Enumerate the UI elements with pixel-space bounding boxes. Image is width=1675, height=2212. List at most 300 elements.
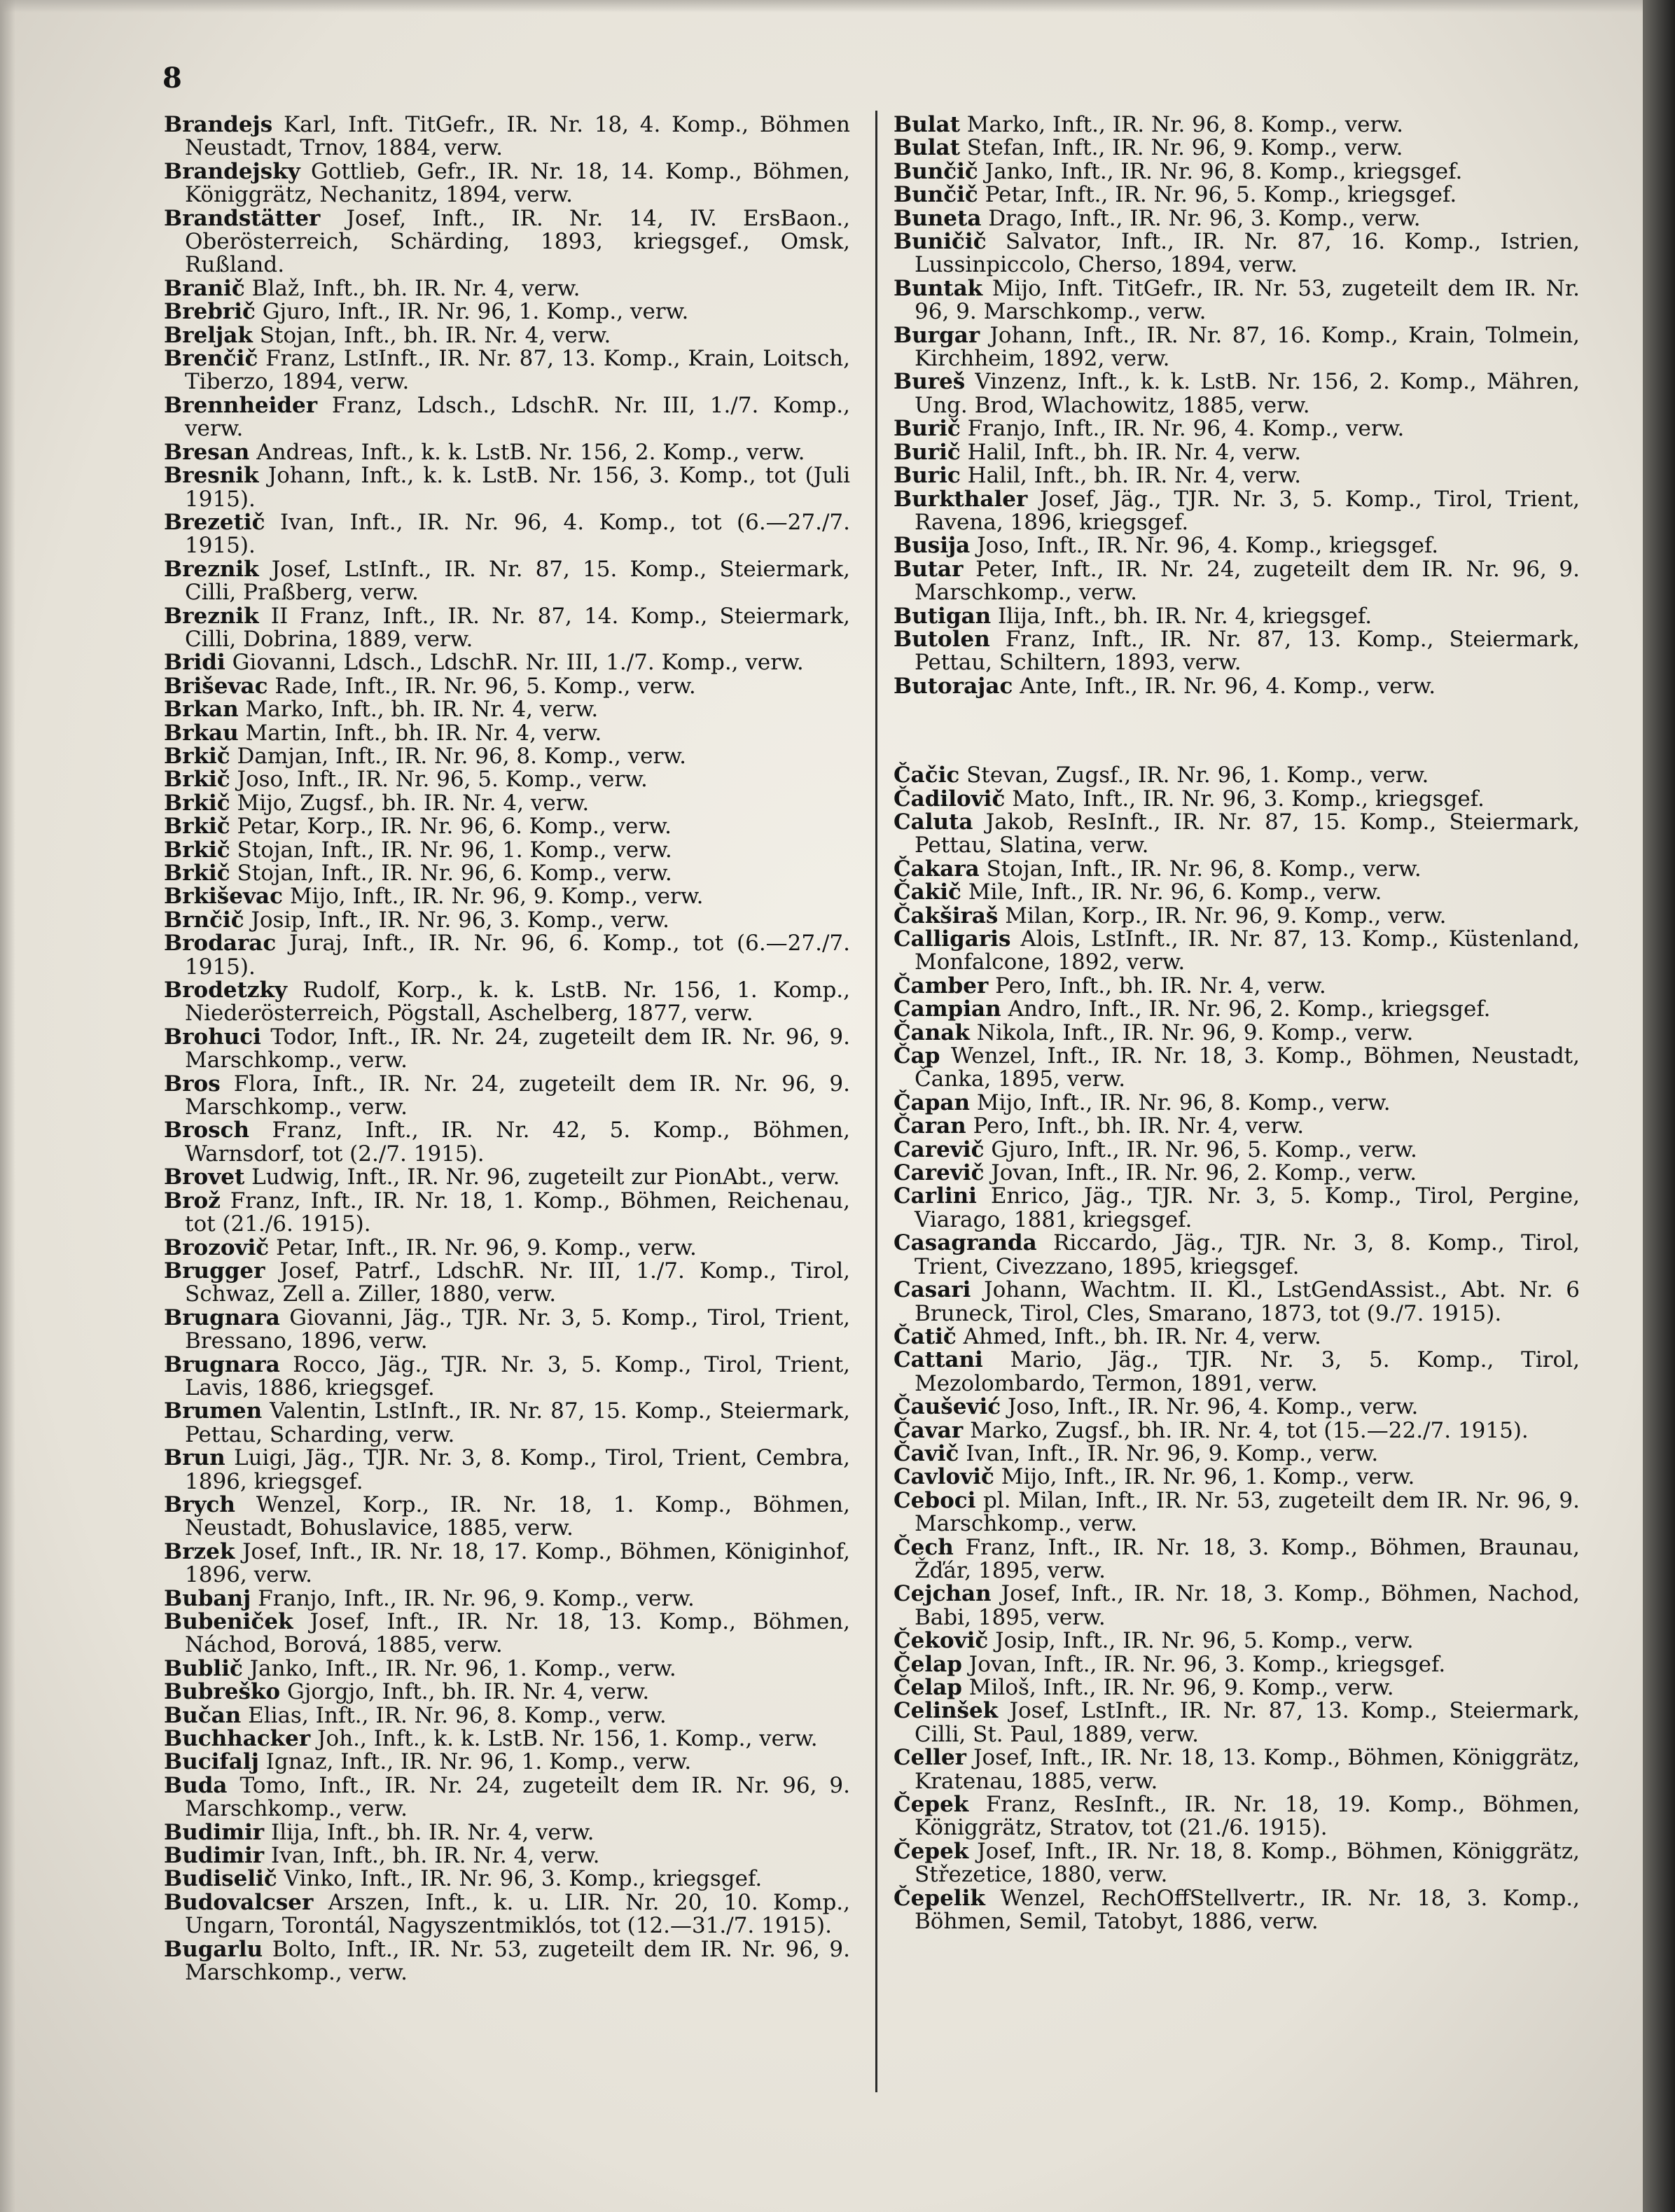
roll-entry	[164, 885, 850, 908]
roll-entry	[894, 998, 1580, 1021]
entry-surname: Brozovič	[164, 1234, 270, 1260]
roll-entry	[894, 881, 1580, 904]
entry-details: Damjan, Inft., IR. Nr. 96, 8. Komp., verw.	[237, 743, 687, 769]
entry-details: Jovan, Inft., IR. Nr. 96, 2. Komp., verw.	[991, 1160, 1417, 1186]
entry-surname: Budovalcser	[164, 1889, 314, 1915]
entry-details: Josef, Jäg., TJR. Nr. 3, 5. Komp., Tirol, Trient, Ravena, 1896, kriegsgef.	[915, 486, 1580, 535]
entry-details: Josef, Inft., IR. Nr. 18, 13. Komp., Böhmen, Königgrätz, Kratenau, 1885, verw.	[915, 1745, 1580, 1794]
entry-surname: Carlini	[894, 1183, 977, 1209]
roll-entry	[894, 113, 1580, 137]
roll-entry	[164, 1119, 850, 1166]
roll-entry	[894, 1323, 1580, 1349]
entry-surname: Bučan	[164, 1702, 242, 1728]
entry-surname: Briševac	[164, 673, 268, 699]
entry-surname: Brebrič	[164, 299, 256, 325]
roll-entry	[164, 862, 850, 885]
entry-surname: Casari	[894, 1277, 971, 1303]
entry-details: Josef, Inft., IR. Nr. 14, IV. ErsBaon., Oberösterreich, Schärding, 1893, kriegsgef., Omsk, Rußland.	[185, 205, 851, 278]
entry-details: Petar, Korp., IR. Nr. 96, 6. Komp., verw.	[237, 814, 672, 840]
entry-surname: Brenčič	[164, 346, 258, 372]
roll-entry	[164, 932, 850, 979]
entry-details: Gjuro, Inft., IR. Nr. 96, 1. Komp., verw.	[262, 299, 689, 325]
entry-details: Franz, Inft., IR. Nr. 87, 13. Komp., Steiermark, Pettau, Schiltern, 1893, verw.	[915, 626, 1580, 676]
entry-details: Ivan, Inft., bh. IR. Nr. 4, verw.	[270, 1843, 600, 1869]
entry-details: Gjorgjo, Inft., bh. IR. Nr. 4, verw.	[286, 1679, 650, 1705]
entry-details: Enrico, Jäg., TJR. Nr. 3, 5. Komp., Tirol, Pergine, Viarago, 1881, kriegsgef.	[915, 1183, 1580, 1232]
entry-details: Alois, LstInft., IR. Nr. 87, 13. Komp., Küstenland, Monfalcone, 1892, verw.	[915, 926, 1580, 975]
entry-surname: Bridi	[164, 650, 225, 676]
roll-entry	[164, 1026, 850, 1073]
entry-surname: Brun	[164, 1445, 225, 1471]
roll-entry	[894, 1793, 1580, 1840]
entry-details: Blaž, Inft., bh. IR. Nr. 4, verw.	[251, 275, 581, 301]
entry-details: Josip, Inft., IR. Nr. 96, 5. Komp., verw.	[995, 1628, 1414, 1654]
roll-entry	[164, 1821, 850, 1844]
roll-entry	[894, 1583, 1580, 1629]
entry-surname: Buneta	[894, 205, 982, 231]
entry-details: Franz, LstInft., IR. Nr. 87, 13. Komp., Krain, Loitsch, Tiberzo, 1894, verw.	[185, 346, 851, 395]
roll-entry	[164, 347, 850, 394]
entry-surname: Carevič	[894, 1160, 985, 1186]
entry-details: Ahmed, Inft., bh. IR. Nr. 4, verw.	[963, 1323, 1321, 1349]
entry-details: Luigi, Jäg., TJR. Nr. 3, 8. Komp., Tirol, Trient, Cembra, 1896, kriegsgef.	[185, 1445, 850, 1494]
roll-entry	[894, 1489, 1580, 1536]
roll-entry	[164, 1260, 850, 1307]
roll-entry	[164, 815, 850, 838]
entry-surname: Bulat	[894, 135, 960, 161]
entry-surname: Bros	[164, 1071, 221, 1097]
entry-surname: Burič	[894, 416, 961, 442]
entry-surname: Celinšek	[894, 1698, 999, 1724]
entry-surname: Brkič	[164, 790, 230, 816]
entry-surname: Bubanj	[164, 1585, 251, 1611]
entry-details: Stojan, Inft., IR. Nr. 96, 6. Komp., verw.	[237, 861, 672, 886]
entry-details: pl. Milan, Inft., IR. Nr. 53, zugeteilt dem IR. Nr. 96, 9. Marschkomp., verw.	[915, 1487, 1580, 1537]
scan-edge-left	[0, 0, 15, 2212]
entry-surname: Burgar	[894, 322, 980, 348]
roll-entry	[894, 1092, 1580, 1115]
entry-details: Marko, Zugsf., bh. IR. Nr. 4, tot (15.—22./7. 1915).	[970, 1417, 1529, 1443]
entry-details: Ivan, Inft., IR. Nr. 96, 9. Komp., verw.	[966, 1440, 1379, 1466]
roll-entry	[894, 1045, 1580, 1092]
section-gap	[894, 698, 1580, 764]
entry-surname: Caluta	[894, 809, 973, 835]
entry-details: Juraj, Inft., IR. Nr. 96, 6. Komp., tot (6.—27./7. 1915).	[185, 931, 851, 980]
entry-details: Johann, Wachtm. II. Kl., LstGendAssist., Abt. Nr. 6 Bruneck, Tirol, Cles, Smarano, 1873, tot (9./7. 1915).	[915, 1277, 1580, 1326]
entry-surname: Butorajac	[894, 673, 1013, 699]
roll-entry	[894, 1396, 1580, 1419]
roll-entry	[894, 183, 1580, 207]
entry-details: Giovanni, Ldsch., LdschR. Nr. III, 1./7. Komp., verw.	[232, 650, 804, 676]
roll-entry	[164, 1938, 850, 1985]
entry-details: Gjuro, Inft., IR. Nr. 96, 5. Komp., verw.	[991, 1136, 1417, 1162]
entry-details: Mijo, Inft., IR. Nr. 96, 1. Komp., verw.	[1001, 1464, 1415, 1490]
entry-details: Franz, ResInft., IR. Nr. 18, 19. Komp., Böhmen, Königgrätz, Stratov, tot (21./6. 1915).	[915, 1792, 1580, 1841]
roll-entry	[164, 441, 850, 464]
entry-details: Petar, Inft., IR. Nr. 96, 9. Komp., verw.	[276, 1234, 697, 1260]
entry-surname: Butigan	[894, 603, 992, 629]
entry-surname: Čakič	[894, 879, 961, 905]
entry-surname: Buric	[894, 463, 961, 489]
entry-details: Franjo, Inft., IR. Nr. 96, 9. Komp., verw.	[258, 1585, 695, 1611]
entry-surname: Brkič	[164, 814, 230, 840]
entry-details: Ante, Inft., IR. Nr. 96, 4. Komp., verw.	[1020, 673, 1436, 699]
roll-entry	[894, 1022, 1580, 1045]
roll-entry	[164, 207, 850, 277]
entry-surname: Brkiševac	[164, 884, 283, 910]
page-number: 8	[162, 62, 183, 95]
roll-entry	[894, 137, 1580, 160]
entry-details: Franz, Inft., IR. Nr. 18, 3. Komp., Böhmen, Braunau, Žďár, 1895, verw.	[915, 1534, 1580, 1583]
entry-surname: Branič	[164, 275, 245, 301]
entry-surname: Breznik	[164, 603, 259, 629]
entry-surname: Brož	[164, 1188, 221, 1213]
entry-details: Drago, Inft., IR. Nr. 96, 3. Komp., verw.	[988, 205, 1421, 231]
entry-details: Joh., Inft., k. k. LstB. Nr. 156, 1. Komp., verw.	[317, 1726, 818, 1752]
entry-details: Janko, Inft., IR. Nr. 96, 8. Komp., kriegsgef.	[985, 158, 1463, 184]
roll-entry	[164, 675, 850, 698]
entry-details: Rocco, Jäg., TJR. Nr. 3, 5. Komp., Tirol, Trient, Lavis, 1886, kriegsgef.	[185, 1351, 851, 1400]
entry-surname: Brodarac	[164, 931, 277, 957]
entry-surname: Čap	[894, 1043, 940, 1069]
entry-details: Todor, Inft., IR. Nr. 24, zugeteilt dem IR. Nr. 96, 9. Marschkomp., verw.	[185, 1024, 851, 1073]
entry-details: Stojan, Inft., IR. Nr. 96, 1. Komp., verw.	[237, 837, 672, 863]
entry-surname: Čakara	[894, 856, 980, 882]
entry-details: Vinko, Inft., IR. Nr. 96, 3. Komp., kriegsgef.	[284, 1866, 763, 1892]
roll-entry	[164, 300, 850, 324]
roll-entry	[894, 1419, 1580, 1442]
roll-entry	[894, 1349, 1580, 1396]
entry-surname: Buntak	[894, 275, 983, 301]
roll-entry	[894, 230, 1580, 277]
roll-entry	[164, 792, 850, 815]
entry-surname: Brkič	[164, 767, 230, 793]
roll-entry	[164, 1751, 850, 1774]
roll-entry	[164, 768, 850, 791]
entry-surname: Brkič	[164, 837, 230, 863]
entry-details: Ludwig, Inft., IR. Nr. 96, zugeteilt zur PionAbt., verw.	[251, 1164, 840, 1190]
entry-surname: Brkau	[164, 720, 239, 746]
roll-entry	[164, 651, 850, 674]
entry-surname: Čakširaš	[894, 903, 999, 928]
entry-surname: Brandejsky	[164, 158, 300, 184]
entry-surname: Budimir	[164, 1843, 265, 1869]
roll-entry	[894, 160, 1580, 183]
entry-surname: Campian	[894, 996, 1001, 1022]
entry-details: Halil, Inft., bh. IR. Nr. 4, verw.	[967, 463, 1302, 489]
entry-details: Rudolf, Korp., k. k. LstB. Nr. 156, 1. Komp., Niederösterreich, Pögstall, Aschelberg, 1877, verw.	[185, 978, 850, 1027]
entry-details: Martin, Inft., bh. IR. Nr. 4, verw.	[245, 720, 602, 746]
entry-surname: Breznik	[164, 556, 259, 582]
entry-surname: Čepek	[894, 1838, 969, 1864]
entry-details: Mario, Jäg., TJR. Nr. 3, 5. Komp., Tirol, Mezolombardo, Termon, 1891, verw.	[915, 1347, 1580, 1396]
roll-entry	[894, 1115, 1580, 1138]
entry-details: Vinzenz, Inft., k. k. LstB. Nr. 156, 2. Komp., Mähren, Ung. Brod, Wlachowitz, 1885, verw.	[915, 369, 1580, 418]
entry-details: Pero, Inft., bh. IR. Nr. 4, verw.	[995, 973, 1326, 999]
roll-entry	[894, 1232, 1580, 1279]
entry-details: Josef, LstInft., IR. Nr. 87, 13. Komp., Steiermark, Cilli, St. Paul, 1889, verw.	[915, 1698, 1580, 1747]
entry-details: Andreas, Inft., k. k. LstB. Nr. 156, 2. Komp., verw.	[256, 439, 805, 465]
roll-entry	[894, 1185, 1580, 1232]
entry-surname: Butolen	[894, 626, 990, 652]
roll-entry	[894, 277, 1580, 324]
roll-entry	[894, 764, 1580, 787]
entry-details: Stojan, Inft., bh. IR. Nr. 4, verw.	[259, 322, 611, 348]
entry-surname: Bresnik	[164, 463, 259, 489]
entry-details: Pero, Inft., bh. IR. Nr. 4, verw.	[973, 1113, 1305, 1139]
roll-entry	[164, 1166, 850, 1189]
roll-entry	[894, 1746, 1580, 1793]
roll-entry	[894, 441, 1580, 464]
roll-entry	[894, 534, 1580, 557]
entry-details: Elias, Inft., IR. Nr. 96, 8. Komp., verw.	[248, 1702, 667, 1728]
entry-surname: Bunčič	[894, 182, 978, 208]
entry-surname: Brkan	[164, 697, 239, 723]
entry-surname: Bulat	[894, 112, 960, 137]
roll-entry	[164, 979, 850, 1026]
roll-entry	[164, 1073, 850, 1120]
roll-entry	[164, 160, 850, 207]
roll-entry	[164, 394, 850, 441]
roll-entry	[164, 277, 850, 300]
entry-surname: Brennheider	[164, 392, 318, 418]
entry-details: Mijo, Inft., IR. Nr. 96, 9. Komp., verw.	[289, 884, 704, 910]
entry-details: Flora, Inft., IR. Nr. 24, zugeteilt dem IR. Nr. 96, 9. Marschkomp., verw.	[185, 1071, 851, 1120]
roll-entry	[164, 1844, 850, 1867]
right-column	[894, 113, 1580, 1933]
roll-entry	[894, 788, 1580, 811]
entry-details: Peter, Inft., IR. Nr. 24, zugeteilt dem IR. Nr. 96, 9. Marschkomp., verw.	[915, 556, 1580, 606]
entry-surname: Čaušević	[894, 1394, 1001, 1420]
entry-details: Joso, Inft., IR. Nr. 96, 4. Komp., verw.	[1008, 1394, 1419, 1420]
entry-details: Franjo, Inft., IR. Nr. 96, 4. Komp., verw.	[967, 416, 1405, 442]
roll-entry	[894, 1442, 1580, 1466]
entry-surname: Čavar	[894, 1417, 964, 1443]
roll-entry	[894, 928, 1580, 975]
entry-details: Ivan, Inft., IR. Nr. 96, 4. Komp., tot (6.—27./7. 1915).	[185, 509, 850, 559]
entry-details: Riccardo, Jäg., TJR. Nr. 3, 8. Komp., Tirol, Trient, Civezzano, 1895, kriegsgef.	[915, 1230, 1580, 1279]
entry-surname: Brovet	[164, 1164, 245, 1190]
roll-entry	[164, 511, 850, 558]
entry-surname: Bresan	[164, 439, 250, 465]
entry-surname: Burkthaler	[894, 486, 1028, 512]
left-column	[164, 113, 850, 1985]
roll-entry	[164, 1891, 850, 1938]
entry-details: II Franz, Inft., IR. Nr. 87, 14. Komp., Steiermark, Cilli, Dobrina, 1889, verw.	[185, 603, 850, 652]
entry-details: Ilija, Inft., bh. IR. Nr. 4, kriegsgef.	[998, 603, 1372, 629]
entry-details: Miloš, Inft., IR. Nr. 96, 9. Komp., verw.	[968, 1675, 1394, 1700]
entry-surname: Čanak	[894, 1020, 970, 1045]
roll-entry	[894, 1136, 1580, 1162]
roll-entry	[164, 1400, 850, 1447]
roll-entry	[894, 811, 1580, 858]
entry-details: Johann, Inft., IR. Nr. 87, 16. Komp., Krain, Tolmein, Kirchheim, 1892, verw.	[915, 322, 1580, 372]
entry-surname: Budimir	[164, 1819, 265, 1845]
roll-entry	[894, 417, 1580, 440]
entry-details: Gottlieb, Gefr., IR. Nr. 18, 14. Komp., Böhmen, Königgrätz, Nechanitz, 1894, verw.	[185, 158, 850, 208]
entry-surname: Cattani	[894, 1347, 983, 1373]
entry-surname: Čapan	[894, 1090, 971, 1115]
roll-entry	[164, 722, 850, 745]
entry-surname: Brnčič	[164, 907, 244, 933]
roll-entry	[894, 464, 1580, 487]
entry-surname: Brzek	[164, 1538, 235, 1564]
entry-surname: Busija	[894, 533, 971, 559]
roll-entry	[894, 975, 1580, 998]
entry-surname: Brandejs	[164, 112, 273, 137]
roll-entry	[164, 464, 850, 511]
entry-surname: Carevič	[894, 1136, 985, 1162]
entry-surname: Buchhacker	[164, 1726, 311, 1752]
entry-surname: Bureš	[894, 369, 966, 395]
right-column-section-bu	[894, 113, 1580, 698]
entry-surname: Brumen	[164, 1398, 263, 1424]
entry-details: Stefan, Inft., IR. Nr. 96, 9. Komp., verw.	[966, 135, 1403, 161]
entry-details: Franz, Ldsch., LdschR. Nr. III, 1./7. Komp., verw.	[185, 392, 851, 442]
entry-details: Stevan, Zugsf., IR. Nr. 96, 1. Komp., verw.	[966, 763, 1429, 788]
entry-details: Giovanni, Jäg., TJR. Nr. 3, 5. Komp., Tirol, Trient, Bressano, 1896, verw.	[185, 1305, 850, 1354]
roll-entry	[164, 745, 850, 768]
entry-details: Nikola, Inft., IR. Nr. 96, 9. Komp., verw.	[976, 1020, 1414, 1045]
roll-entry	[164, 324, 850, 347]
roll-entry	[164, 1587, 850, 1611]
entry-details: Joso, Inft., IR. Nr. 96, 5. Komp., verw.	[237, 767, 648, 793]
entry-details: Franz, Inft., IR. Nr. 42, 5. Komp., Böhmen, Warnsdorf, tot (2./7. 1915).	[185, 1118, 850, 1167]
entry-surname: Brosch	[164, 1118, 250, 1143]
roll-entry	[894, 324, 1580, 371]
roll-entry	[894, 905, 1580, 928]
roll-entry	[894, 1536, 1580, 1583]
entry-surname: Čačic	[894, 763, 960, 788]
entry-surname: Brugnara	[164, 1351, 280, 1377]
entry-details: Marko, Inft., bh. IR. Nr. 4, verw.	[245, 697, 599, 723]
entry-surname: Čatič	[894, 1323, 957, 1349]
entry-details: Josef, Inft., IR. Nr. 18, 13. Komp., Böhmen, Náchod, Borová, 1885, verw.	[185, 1609, 850, 1658]
entry-surname: Čamber	[894, 973, 989, 999]
roll-entry	[164, 839, 850, 862]
entry-surname: Buničič	[894, 229, 987, 255]
entry-surname: Butar	[894, 556, 964, 582]
entry-details: Wenzel, RechOffStellvertr., IR. Nr. 18, 3. Komp., Böhmen, Semil, Tatobyt, 1886, verw.	[915, 1885, 1580, 1935]
roll-entry	[894, 1653, 1580, 1676]
entry-details: Jovan, Inft., IR. Nr. 96, 3. Komp., kriegsgef.	[968, 1651, 1446, 1677]
entry-details: Salvator, Inft., IR. Nr. 87, 16. Komp., Istrien, Lussinpiccolo, Cherso, 1894, verw.	[915, 229, 1580, 278]
roll-entry	[894, 1279, 1580, 1326]
right-column-section-c	[894, 764, 1580, 1933]
entry-details: Mato, Inft., IR. Nr. 96, 3. Komp., kriegsgef.	[1012, 786, 1485, 812]
roll-entry	[164, 1491, 850, 1541]
entry-details: Franz, Inft., IR. Nr. 18, 1. Komp., Böhmen, Reichenau, tot (21./6. 1915).	[185, 1188, 850, 1237]
entry-surname: Čech	[894, 1534, 954, 1560]
entry-surname: Calligaris	[894, 926, 1011, 952]
entry-surname: Buda	[164, 1772, 228, 1798]
roll-entry	[894, 605, 1580, 628]
entry-details: Ilija, Inft., bh. IR. Nr. 4, verw.	[270, 1819, 595, 1845]
roll-entry	[894, 675, 1580, 698]
entry-details: Milan, Korp., IR. Nr. 96, 9. Komp., verw.	[1005, 903, 1447, 928]
entry-details: Jakob, ResInft., IR. Nr. 87, 15. Komp., Steiermark, Pettau, Slatina, verw.	[915, 809, 1580, 858]
roll-entry	[164, 1540, 850, 1587]
entry-surname: Bugarlu	[164, 1936, 263, 1962]
roll-entry	[164, 1774, 850, 1821]
entry-details: Karl, Inft. TitGefr., IR. Nr. 18, 4. Komp., Böhmen Neustadt, Trnov, 1884, verw.	[185, 112, 850, 161]
entry-details: Mijo, Inft., IR. Nr. 96, 8. Komp., verw.	[976, 1090, 1391, 1115]
entry-details: Halil, Inft., bh. IR. Nr. 4, verw.	[967, 439, 1302, 465]
entry-details: Josef, Patrf., LdschR. Nr. III, 1./7. Komp., Tirol, Schwaz, Zell a. Ziller, 1880, verw.	[185, 1258, 850, 1307]
entry-surname: Čepek	[894, 1792, 969, 1818]
entry-details: Stojan, Inft., IR. Nr. 96, 8. Komp., verw.	[986, 856, 1422, 882]
entry-surname: Bubreško	[164, 1679, 281, 1705]
entry-surname: Čavič	[894, 1440, 959, 1466]
entry-details: Arszen, Inft., k. u. LIR. Nr. 20, 10. Komp., Ungarn, Torontál, Nagyszentmiklós, tot (12.—31./7. 1915).	[185, 1889, 850, 1939]
entry-surname: Čepelik	[894, 1885, 985, 1911]
roll-entry	[164, 1867, 850, 1891]
roll-entry	[894, 207, 1580, 230]
roll-entry	[894, 1466, 1580, 1489]
roll-entry	[164, 1447, 850, 1494]
entry-surname: Čelap	[894, 1675, 962, 1700]
scan-edge-right	[1643, 0, 1675, 2212]
entry-details: Ignaz, Inft., IR. Nr. 96, 1. Komp., verw.	[265, 1749, 692, 1775]
entry-surname: Budiselič	[164, 1866, 277, 1892]
entry-surname: Brandstätter	[164, 205, 321, 231]
entry-surname: Celler	[894, 1745, 967, 1771]
entry-surname: Brych	[164, 1491, 235, 1517]
entry-details: Wenzel, Inft., IR. Nr. 18, 3. Komp., Böhmen, Neustadt, Čanka, 1895, verw.	[915, 1043, 1580, 1092]
roll-entry	[894, 1887, 1580, 1934]
roll-entry	[164, 1611, 850, 1657]
entry-details: Johann, Inft., k. k. LstB. Nr. 156, 3. Komp., tot (Juli 1915).	[185, 463, 851, 512]
roll-entry	[164, 113, 850, 160]
entry-details: Josip, Inft., IR. Nr. 96, 3. Komp., verw.	[251, 907, 669, 933]
entry-details: Rade, Inft., IR. Nr. 96, 5. Komp., verw.	[274, 673, 696, 699]
entry-details: Josef, Inft., IR. Nr. 18, 3. Komp., Böhmen, Nachod, Babi, 1895, verw.	[915, 1581, 1580, 1630]
entry-surname: Brkič	[164, 861, 230, 886]
roll-entry	[164, 1681, 850, 1704]
roll-entry	[894, 858, 1580, 881]
entry-details: Janko, Inft., IR. Nr. 96, 1. Komp., verw.	[249, 1655, 676, 1681]
entry-details: Mile, Inft., IR. Nr. 96, 6. Komp., verw.	[968, 879, 1382, 905]
roll-entry	[894, 1629, 1580, 1653]
entry-surname: Čelap	[894, 1651, 962, 1677]
entry-surname: Brugnara	[164, 1305, 280, 1330]
entry-details: Josef, LstInft., IR. Nr. 87, 15. Komp., Steiermark, Cilli, Praßberg, verw.	[185, 556, 850, 606]
entry-surname: Bunčič	[894, 158, 978, 184]
roll-entry	[894, 1840, 1580, 1887]
entry-surname: Čaran	[894, 1113, 966, 1139]
scan-edge-top	[0, 0, 1675, 13]
roll-entry	[894, 1162, 1580, 1185]
entry-details: Mijo, Inft. TitGefr., IR. Nr. 53, zugeteilt dem IR. Nr. 96, 9. Marschkomp., verw.	[915, 275, 1580, 325]
entry-details: Bolto, Inft., IR. Nr. 53, zugeteilt dem IR. Nr. 96, 9. Marschkomp., verw.	[185, 1936, 850, 1986]
entry-details: Petar, Inft., IR. Nr. 96, 5. Komp., kriegsgef.	[985, 182, 1457, 208]
entry-surname: Cejchan	[894, 1581, 992, 1607]
entry-surname: Ceboci	[894, 1487, 976, 1513]
roll-entry	[894, 370, 1580, 417]
roll-entry	[164, 909, 850, 932]
roll-entry	[894, 628, 1580, 675]
entry-surname: Casagranda	[894, 1230, 1037, 1256]
column-divider	[875, 111, 877, 2092]
roll-entry	[164, 1727, 850, 1751]
entry-surname: Čadilovič	[894, 786, 1006, 812]
roll-entry	[164, 558, 850, 605]
roll-entry	[164, 1190, 850, 1237]
roll-entry	[894, 488, 1580, 535]
roll-entry	[894, 558, 1580, 605]
entry-surname: Brugger	[164, 1258, 265, 1284]
roll-entry	[164, 1351, 851, 1400]
